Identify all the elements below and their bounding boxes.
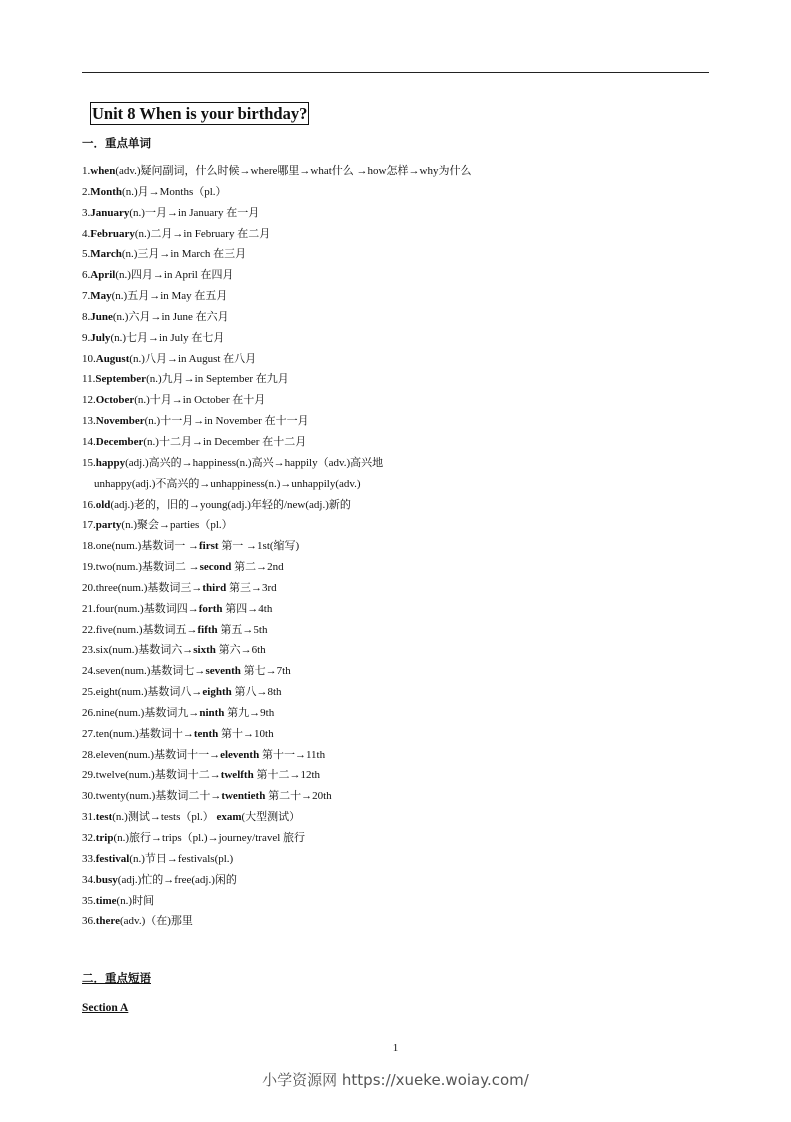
vocab-text: (n.)节日→festivals(pl.): [129, 852, 234, 865]
vocab-text: 第六→6th: [215, 644, 266, 657]
subsection-heading: Section A: [82, 1002, 129, 1014]
vocab-text: (n.)九月→in September 在九月: [146, 373, 289, 386]
list-item: [82, 661, 471, 682]
vocab-text: 2.: [82, 185, 91, 198]
list-item: [82, 328, 471, 349]
vocab-text: 第九→9th: [224, 706, 275, 719]
vocab-word: exam: [216, 811, 242, 824]
vocab-word: third: [202, 581, 227, 594]
vocab-text: (n.)四月→in April 在四月: [115, 269, 234, 282]
vocab-word: fifth: [197, 623, 218, 636]
vocab-text: 31.: [82, 811, 96, 824]
vocab-text: 11.: [82, 373, 96, 386]
vocab-word: busy: [95, 873, 118, 886]
list-item: [82, 411, 471, 432]
vocab-text: 第一 →1st(缩写): [218, 540, 300, 553]
vocab-text: (n.)测试→tests（pl.）: [112, 811, 217, 824]
vocab-word: November: [95, 415, 145, 428]
vocab-word: May: [90, 290, 112, 303]
vocab-word: December: [95, 435, 144, 448]
vocab-text: (n.)十二月→in December 在十二月: [143, 435, 307, 448]
list-item: [82, 578, 471, 599]
vocab-word: August: [95, 352, 130, 365]
vocab-text: 第八→8th: [231, 686, 282, 699]
vocab-text: 第二→2nd: [231, 561, 284, 574]
vocab-word: October: [95, 394, 135, 407]
vocab-text: (n.)三月→in March 在三月: [121, 248, 247, 261]
vocab-word: January: [90, 206, 130, 219]
vocab-text: (n.)时间: [116, 894, 155, 907]
list-item: [82, 891, 471, 912]
list-item: [82, 453, 471, 474]
list-item: [82, 682, 471, 703]
vocab-text: 8.: [82, 310, 91, 323]
vocab-word: June: [90, 310, 113, 323]
vocab-word: seventh: [205, 665, 241, 678]
list-item: [82, 307, 471, 328]
vocab-text: (大型测试）: [241, 811, 301, 824]
vocab-text: 14.: [82, 435, 96, 448]
vocab-text: (adj.)忙的→free(adj.)闲的: [117, 873, 237, 886]
list-item: [82, 515, 471, 536]
vocab-text: 36.: [82, 915, 96, 928]
vocab-text: 10.: [82, 352, 96, 365]
list-item: [82, 203, 471, 224]
list-item: [82, 432, 471, 453]
list-item: [82, 265, 471, 286]
list-item: [82, 745, 471, 766]
list-item: [82, 244, 471, 265]
list-item: [82, 224, 471, 245]
vocab-text: 9.: [82, 331, 91, 344]
vocab-text: 28.eleven(num.)基数词十一→: [82, 748, 221, 761]
vocab-word: twelfth: [220, 769, 254, 782]
list-item: [82, 807, 471, 828]
vocab-text: (adj.)高兴的→happiness(n.)高兴→happily（adv.)高兴地: [125, 456, 384, 469]
vocab-text: (n.)旅行→trips（pl.)→journey/travel 旅行: [113, 832, 306, 844]
list-item: [82, 390, 471, 411]
vocab-text: 第七→7th: [240, 665, 291, 678]
vocab-text: (adv.)（在)那里: [119, 915, 193, 928]
vocab-text: 第十→10th: [218, 727, 274, 740]
vocab-text: 29.twelve(num.)基数词十二→: [82, 769, 221, 782]
vocab-text: 21.four(num.)基数词四→: [82, 602, 199, 615]
vocab-text: (n.)七月→in July 在七月: [110, 331, 225, 344]
vocab-word: forth: [198, 602, 223, 615]
list-item: [82, 849, 471, 870]
vocab-text: 5.: [82, 248, 91, 261]
vocab-text: 22.five(num.)基数词五→: [82, 623, 198, 636]
vocab-text: (n.)月→Months（pl.）: [122, 185, 227, 198]
vocab-word: eighth: [202, 686, 232, 699]
vocab-text: 4.: [82, 227, 91, 240]
vocab-word: party: [95, 519, 122, 532]
list-item: [82, 640, 471, 661]
vocab-text: (n.)八月→in August 在八月: [129, 352, 257, 365]
vocab-word: there: [95, 915, 120, 928]
vocab-text: 34.: [82, 873, 96, 886]
page-number: 1: [392, 1042, 399, 1054]
vocab-text: 32.: [82, 832, 96, 844]
vocab-text: 18.one(num.)基数词一 →: [82, 540, 200, 553]
vocab-word: February: [90, 227, 135, 240]
vocab-word: eleventh: [220, 748, 260, 761]
vocab-text: 第三→3rd: [226, 581, 277, 594]
vocab-text: 第四→4th: [222, 602, 273, 615]
list-item: [82, 599, 471, 620]
section-heading-phrases: 二．重点短语: [82, 971, 151, 985]
vocab-word: July: [90, 331, 111, 344]
vocab-word: September: [95, 373, 147, 386]
vocab-text: 17.: [82, 519, 96, 532]
vocab-text: 16.: [82, 498, 96, 511]
list-item: [82, 349, 471, 370]
vocab-text: (n.)一月→in January 在一月: [129, 206, 260, 219]
vocab-word: twentieth: [221, 790, 266, 803]
vocab-text: 第十二→12th: [253, 769, 321, 782]
vocab-word: second: [199, 561, 232, 574]
vocab-text: 27.ten(num.)基数词十→: [82, 727, 194, 740]
vocab-text: 24.seven(num.)基数词七→: [82, 665, 206, 678]
list-item: [82, 474, 471, 495]
vocab-text: 6.: [82, 269, 91, 282]
section-heading-vocabulary: 一．重点单词: [82, 136, 151, 150]
page-title: Unit 8 When is your birthday?: [92, 104, 308, 123]
vocab-text: 33.: [82, 852, 96, 865]
vocab-text: 3.: [82, 206, 91, 219]
vocab-word: tenth: [193, 727, 219, 740]
vocab-text: (n.)二月→in February 在二月: [134, 227, 271, 240]
list-item: [82, 911, 471, 932]
header-rule: [82, 72, 709, 73]
vocab-text: 13.: [82, 415, 96, 428]
vocab-text: 12.: [82, 394, 96, 407]
list-item: [82, 786, 471, 807]
vocab-word: festival: [95, 852, 130, 865]
list-item: [82, 620, 471, 641]
vocab-text: (n.)十月→in October 在十月: [134, 394, 266, 407]
list-item: [82, 828, 471, 849]
vocab-word: trip: [95, 832, 114, 844]
vocab-text: unhappy(adj.)不高兴的→unhappiness(n.)→unhappily(adv.): [94, 477, 361, 490]
vocab-word: ninth: [199, 706, 225, 719]
vocab-text: (adv.)疑问副词，什么时候→where哪里→what什么 →how怎样→why为什么: [115, 165, 472, 177]
vocab-text: 7.: [82, 290, 91, 303]
vocab-text: (n.)聚会→parties（pl.）: [121, 519, 233, 532]
vocab-word: sixth: [193, 644, 216, 657]
vocab-text: 1.: [82, 165, 91, 177]
vocab-text: (n.)五月→in May 在五月: [111, 290, 228, 303]
vocab-word: March: [90, 248, 122, 261]
vocab-word: old: [95, 498, 111, 511]
vocab-text: (n.)六月→in June 在六月: [112, 310, 229, 323]
list-item: [82, 161, 471, 182]
vocab-word: time: [95, 894, 117, 907]
vocab-text: 30.twenty(num.)基数词二十→: [82, 790, 222, 803]
vocab-word: happy: [95, 456, 126, 469]
list-item: [82, 495, 471, 516]
vocab-word: April: [90, 269, 116, 282]
list-item: [82, 369, 471, 390]
vocab-word: test: [95, 811, 113, 824]
list-item: [82, 286, 471, 307]
vocab-text: 35.: [82, 894, 96, 907]
vocab-word: when: [90, 165, 116, 177]
vocabulary-list: [82, 161, 471, 932]
vocab-text: 第二十→20th: [265, 790, 332, 803]
vocab-text: (adj.)老的，旧的→young(adj.)年轻的/new(adj.)新的: [110, 498, 351, 511]
list-item: [82, 536, 471, 557]
vocab-text: 15.: [82, 456, 96, 469]
vocab-text: 第五→5th: [217, 623, 268, 636]
list-item: [82, 182, 471, 203]
vocab-word: first: [199, 540, 219, 553]
vocab-word: Month: [90, 185, 123, 198]
list-item: [82, 724, 471, 745]
list-item: [82, 557, 471, 578]
list-item: [82, 703, 471, 724]
list-item: [82, 765, 471, 786]
vocab-text: 20.three(num.)基数词三→: [82, 581, 203, 594]
vocab-text: 25.eight(num.)基数词八→: [82, 686, 203, 699]
list-item: [82, 870, 471, 891]
vocab-text: 19.two(num.)基数词二 →: [82, 561, 200, 574]
watermark: 小学资源网 https://xueke.woiay.com/: [262, 1071, 529, 1089]
vocab-text: 第十一→11th: [259, 748, 326, 761]
vocab-text: (n.)十一月→in November 在十一月: [144, 415, 309, 428]
vocab-text: 23.six(num.)基数词六→: [82, 644, 194, 657]
vocab-text: 26.nine(num.)基数词九→: [82, 706, 200, 719]
